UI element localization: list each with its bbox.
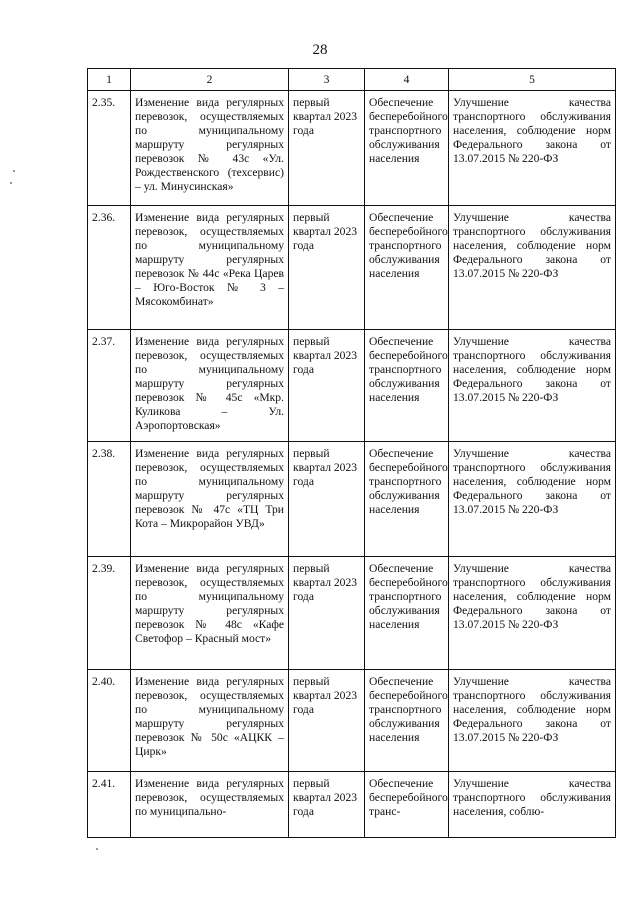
measure-goal: Обеспечение бесперебойного транспортного обслуживания населения	[365, 442, 449, 557]
row-number: 2.38.	[88, 442, 131, 557]
measure-result: Улучшение качества транспортного обслуживания населения, соблюдение норм Федерального закона от 13.07.2015 № 220-ФЗ	[449, 206, 616, 330]
row-number: 2.37.	[88, 330, 131, 442]
scan-speck	[96, 848, 98, 850]
measure-term: первый квартал 2023 года	[289, 670, 365, 772]
measure-goal: Обеспечение бесперебойного транс-	[365, 772, 449, 838]
column-header-1: 1	[88, 69, 131, 91]
row-number: 2.41.	[88, 772, 131, 838]
table-row	[88, 442, 616, 557]
table-row	[88, 772, 616, 838]
measure-description: Изменение вида регулярных перевозок, осуществляемых по муниципальному маршруту регулярных перевозок № 47с «ТЦ Три Кота – Микрорайон УВД»	[131, 442, 289, 557]
table-row	[88, 557, 616, 670]
measure-goal: Обеспечение бесперебойного транспортного обслуживания населения	[365, 91, 449, 206]
column-header-2: 2	[131, 69, 289, 91]
row-number: 2.36.	[88, 206, 131, 330]
measure-goal: Обеспечение бесперебойного транспортного обслуживания населения	[365, 206, 449, 330]
table-row	[88, 670, 616, 772]
measure-description: Изменение вида регулярных перевозок, осуществляемых по муниципальному маршруту регулярных перевозок № 48с «Кафе Светофор – Красный мост»	[131, 557, 289, 670]
measure-goal: Обеспечение бесперебойного транспортного обслуживания населения	[365, 330, 449, 442]
scan-speck	[10, 182, 12, 184]
measure-description: Изменение вида регулярных перевозок, осуществляемых по муниципальному маршруту регулярных перевозок № 45с «Мкр. Куликова – Ул. Аэропортовская»	[131, 330, 289, 442]
column-header-4: 4	[365, 69, 449, 91]
column-header-3: 3	[289, 69, 365, 91]
row-number: 2.39.	[88, 557, 131, 670]
measure-description: Изменение вида регулярных перевозок, осуществляемых по муниципально-	[131, 772, 289, 838]
column-header-5: 5	[449, 69, 616, 91]
measure-description: Изменение вида регулярных перевозок, осуществляемых по муниципальному маршруту регулярных перевозок № 44с «Река Царев – Юго-Восток № 3 – Мясокомбинат»	[131, 206, 289, 330]
measure-description: Изменение вида регулярных перевозок, осуществляемых по муниципальному маршруту регулярных перевозок № 43с «Ул. Рождественского (техсервис) – ул. Минусинская»	[131, 91, 289, 206]
scan-speck	[13, 170, 15, 172]
measure-term: первый квартал 2023 года	[289, 91, 365, 206]
measure-result: Улучшение качества транспортного обслуживания населения, соблюдение норм Федерального закона от 13.07.2015 № 220-ФЗ	[449, 557, 616, 670]
row-number: 2.40.	[88, 670, 131, 772]
row-number: 2.35.	[88, 91, 131, 206]
measure-term: первый квартал 2023 года	[289, 557, 365, 670]
measure-result: Улучшение качества транспортного обслуживания населения, соблюдение норм Федерального закона от 13.07.2015 № 220-ФЗ	[449, 442, 616, 557]
measure-result: Улучшение качества транспортного обслуживания населения, соблюдение норм Федерального закона от 13.07.2015 № 220-ФЗ	[449, 91, 616, 206]
measure-result: Улучшение качества транспортного обслуживания населения, соблюдение норм Федерального закона от 13.07.2015 № 220-ФЗ	[449, 670, 616, 772]
measures-table	[87, 68, 616, 838]
measure-result: Улучшение качества транспортного обслуживания населения, соблюдение норм Федерального закона от 13.07.2015 № 220-ФЗ	[449, 330, 616, 442]
table-header-row	[88, 69, 616, 91]
table-row	[88, 206, 616, 330]
measure-goal: Обеспечение бесперебойного транспортного обслуживания населения	[365, 670, 449, 772]
measure-term: первый квартал 2023 года	[289, 442, 365, 557]
measure-result: Улучшение качества транспортного обслуживания населения, соблю-	[449, 772, 616, 838]
table-row	[88, 330, 616, 442]
measure-description: Изменение вида регулярных перевозок, осуществляемых по муниципальному маршруту регулярных перевозок № 50с «АЦКК – Цирк»	[131, 670, 289, 772]
table-row	[88, 91, 616, 206]
measure-term: первый квартал 2023 года	[289, 330, 365, 442]
measure-goal: Обеспечение бесперебойного транспортного обслуживания населения	[365, 557, 449, 670]
measure-term: первый квартал 2023 года	[289, 206, 365, 330]
page-number: 28	[312, 42, 328, 58]
measure-term: первый квартал 2023 года	[289, 772, 365, 838]
